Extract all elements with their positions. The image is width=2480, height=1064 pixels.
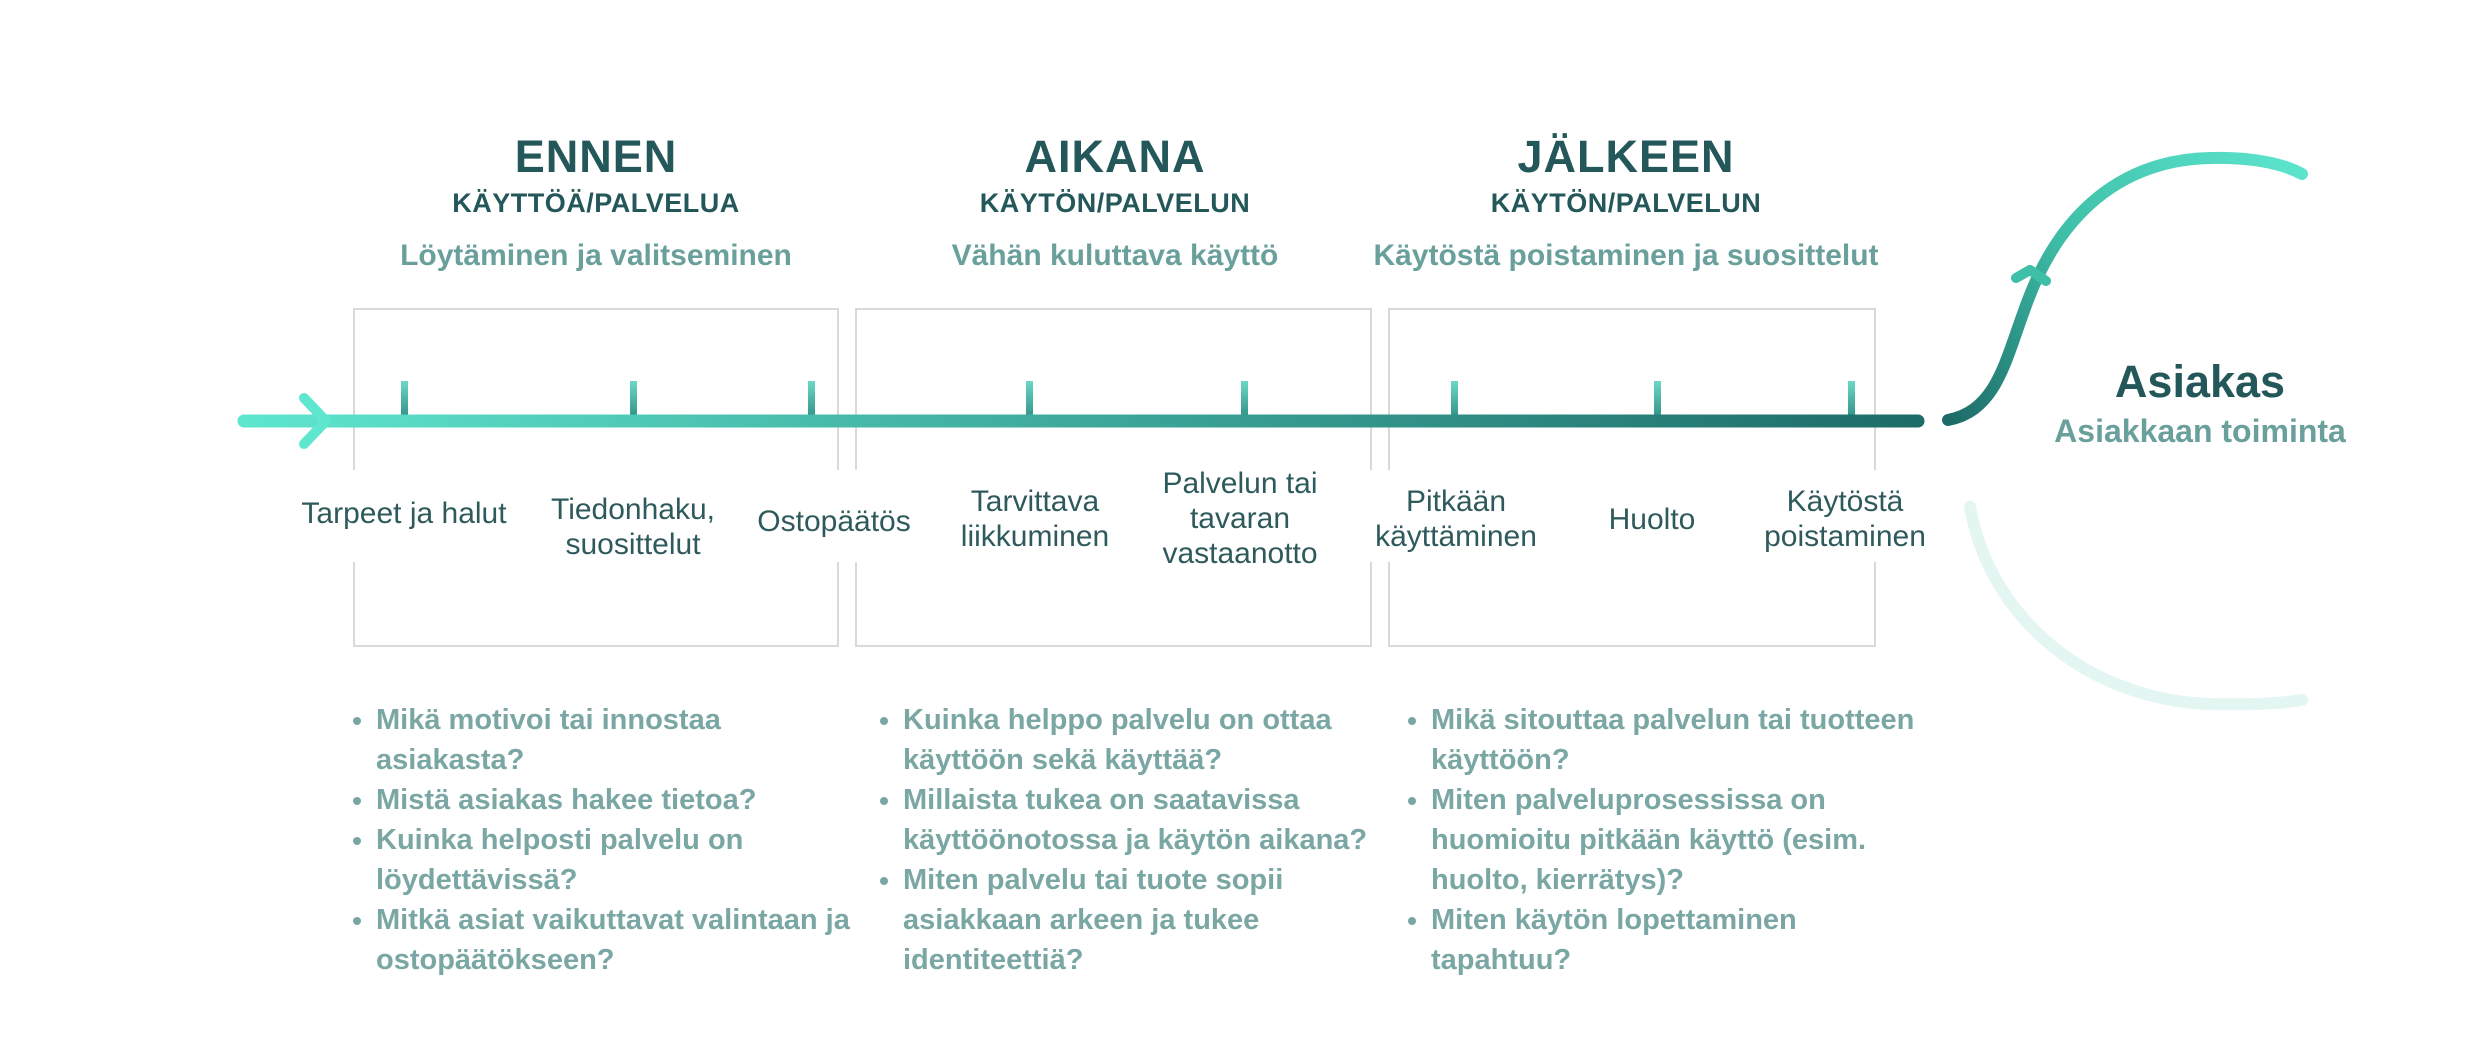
- phase-header-ennen: [346, 130, 846, 276]
- phase-header-jalkeen: [1336, 130, 1916, 276]
- step-label: Tiedonhaku, suosittelut: [550, 493, 715, 561]
- tick: [808, 381, 815, 419]
- step-label: Palvelun tai tavaran vastaanotto: [1162, 467, 1318, 570]
- phase-title: ENNEN: [514, 131, 678, 182]
- tick: [1848, 381, 1855, 419]
- list-item: • Millaista tukea on saatavissa käyttöönotossa ja käytön aikana?: [903, 780, 1403, 860]
- step-label: Tarpeet ja halut: [301, 497, 507, 530]
- phase-caption: Käytöstä poistaminen ja suosittelut: [1373, 239, 1879, 272]
- list-item: • Mitkä asiat vaikuttavat valintaan ja ostopäätökseen?: [376, 900, 876, 980]
- step-label: Pitkään käyttäminen: [1375, 485, 1537, 553]
- timeline-arrow: [244, 398, 1918, 444]
- list-item: • Mikä motivoi tai innostaa asiakasta?: [376, 700, 876, 780]
- phase-subtitle: KÄYTÖN/PALVELUN: [1490, 188, 1762, 218]
- tick: [1241, 381, 1248, 419]
- list-item: • Miten käytön lopettaminen tapahtuu?: [1431, 900, 1921, 980]
- phase-title: JÄLKEEN: [1517, 131, 1735, 182]
- phase-caption: Vähän kuluttava käyttö: [951, 239, 1279, 272]
- tick: [1026, 381, 1033, 419]
- list-item: • Miten palveluprosessissa on huomioitu pitkään käyttö (esim. huolto, kierrätys)?: [1431, 780, 1921, 900]
- timeline-ticks: [401, 381, 1855, 419]
- phase-subtitle: KÄYTTÖÄ/PALVELUA: [452, 188, 740, 218]
- phase-title: AIKANA: [1024, 131, 1206, 182]
- tick: [1451, 381, 1458, 419]
- question-list-aikana: [875, 700, 1403, 980]
- tick: [630, 381, 637, 419]
- phase-header-aikana: [855, 130, 1375, 276]
- step-label: Tarvittava liikkuminen: [960, 485, 1110, 553]
- list-item: • Miten palvelu tai tuote sopii asiakkaan arkeen ja tukee identiteettiä?: [903, 860, 1403, 980]
- tick: [401, 381, 408, 419]
- list-item: • Kuinka helposti palvelu on löydettävissä?: [376, 820, 876, 900]
- step-label: Huolto: [1608, 503, 1696, 536]
- list-item: • Mistä asiakas hakee tietoa?: [376, 780, 876, 820]
- question-list-ennen: [348, 700, 876, 980]
- phase-caption: Löytäminen ja valitseminen: [400, 239, 792, 272]
- customer-curve-lower: [1970, 507, 2302, 704]
- customer-label: [1990, 355, 2410, 453]
- step-label: Ostopäätös: [757, 505, 911, 538]
- phase-subtitle: KÄYTÖN/PALVELUN: [979, 188, 1251, 218]
- customer-title: Asiakas: [2114, 356, 2286, 407]
- question-list-jalkeen: [1403, 700, 1921, 980]
- list-item: • Kuinka helppo palvelu on ottaa käyttöön sekä käyttää?: [903, 700, 1403, 780]
- step-label: Käytöstä poistaminen: [1764, 485, 1926, 553]
- tick: [1654, 381, 1661, 419]
- customer-subtitle: Asiakkaan toiminta: [2054, 413, 2346, 449]
- list-item: • Mikä sitouttaa palvelun tai tuotteen käyttöön?: [1431, 700, 1921, 780]
